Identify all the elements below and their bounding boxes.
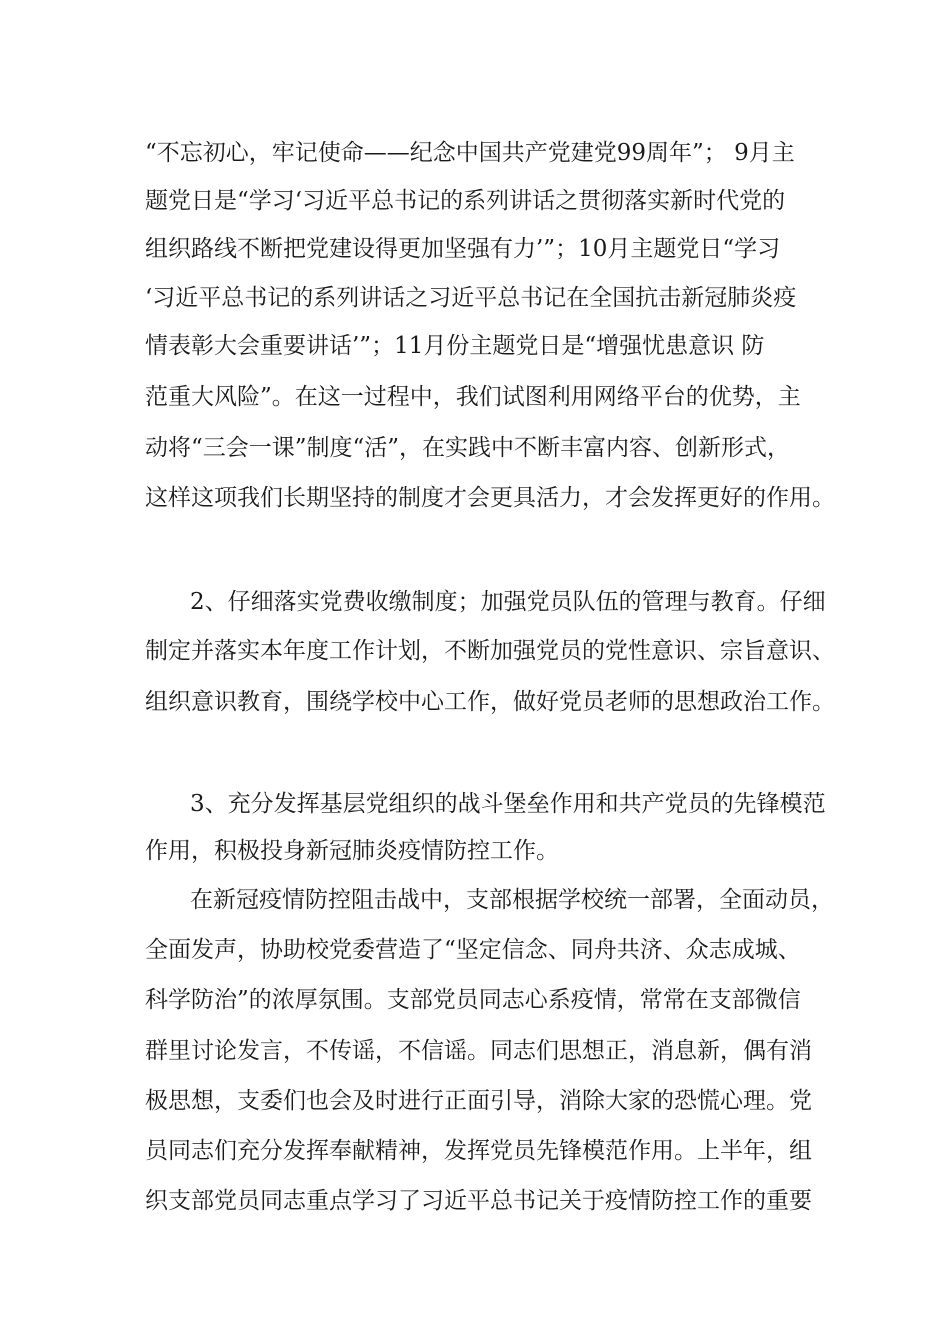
- paragraph-2-line-1: 2、仔细落实党费收缴制度；加强党员队伍的管理与教育。仔细: [190, 589, 826, 615]
- paragraph-4-line-4: 群里讨论发言，不传谣，不信谣。同志们思想正，消息新，偶有消: [145, 1038, 812, 1064]
- paragraph-1-line-8: 这样这项我们长期坚持的制度才会更具活力，才会发挥更好的作用。: [145, 485, 835, 511]
- paragraph-3-line-2: 作用，积极投身新冠肺炎疫情防控工作。: [145, 838, 559, 864]
- paragraph-1-line-7: 动将“三会一课”制度“活”，在实践中不断丰富内容、创新形式，: [145, 435, 791, 461]
- paragraph-1-line-2: 题党日是“学习‘习近平总书记的系列讲话之贯彻落实新时代党的: [145, 188, 786, 214]
- paragraph-4-line-2: 全面发声，协助校党委营造了“坚定信念、同舟共济、众志成城、: [145, 937, 801, 963]
- paragraph-4-line-3: 科学防治”的浓厚氛围。支部党员同志心系疫情，常常在支部微信: [145, 987, 801, 1013]
- paragraph-1-line-3: 组织路线不断把党建设得更加坚强有力’”；10月主题党日“学习: [145, 236, 781, 262]
- paragraph-4-line-1: 在新冠疫情防控阻击战中，支部根据学校统一部署，全面动员，: [190, 887, 834, 913]
- paragraph-1-line-4: ‘习近平总书记的系列讲话之习近平总书记在全国抗击新冠肺炎疫: [145, 285, 797, 311]
- paragraph-1-line-6: 范重大风险”。在这一过程中，我们试图利用网络平台的优势，主: [145, 384, 801, 410]
- paragraph-4-line-7: 织支部党员同志重点学习了习近平总书记关于疫情防控工作的重要: [145, 1188, 812, 1214]
- paragraph-3-line-1: 3、充分发挥基层党组织的战斗堡垒作用和共产党员的先锋模范: [190, 791, 826, 817]
- paragraph-2-line-3: 组织意识教育，围绕学校中心工作，做好党员老师的思想政治工作。: [145, 689, 835, 715]
- paragraph-1-line-5: 情表彰大会重要讲话’”；11月份主题党日是“增强忧患意识 防: [145, 333, 765, 359]
- paragraph-4-line-5: 极思想，支委们也会及时进行正面引导，消除大家的恐慌心理。党: [145, 1088, 812, 1114]
- paragraph-1-line-1: “不忘初心，牢记使命——纪念中国共产党建党99周年”； 9月主: [145, 140, 795, 166]
- paragraph-4-line-6: 员同志们充分发挥奉献精神，发挥党员先锋模范作用。上半年，组: [145, 1138, 812, 1164]
- paragraph-2-line-2: 制定并落实本年度工作计划，不断加强党员的党性意识、宗旨意识、: [145, 638, 835, 664]
